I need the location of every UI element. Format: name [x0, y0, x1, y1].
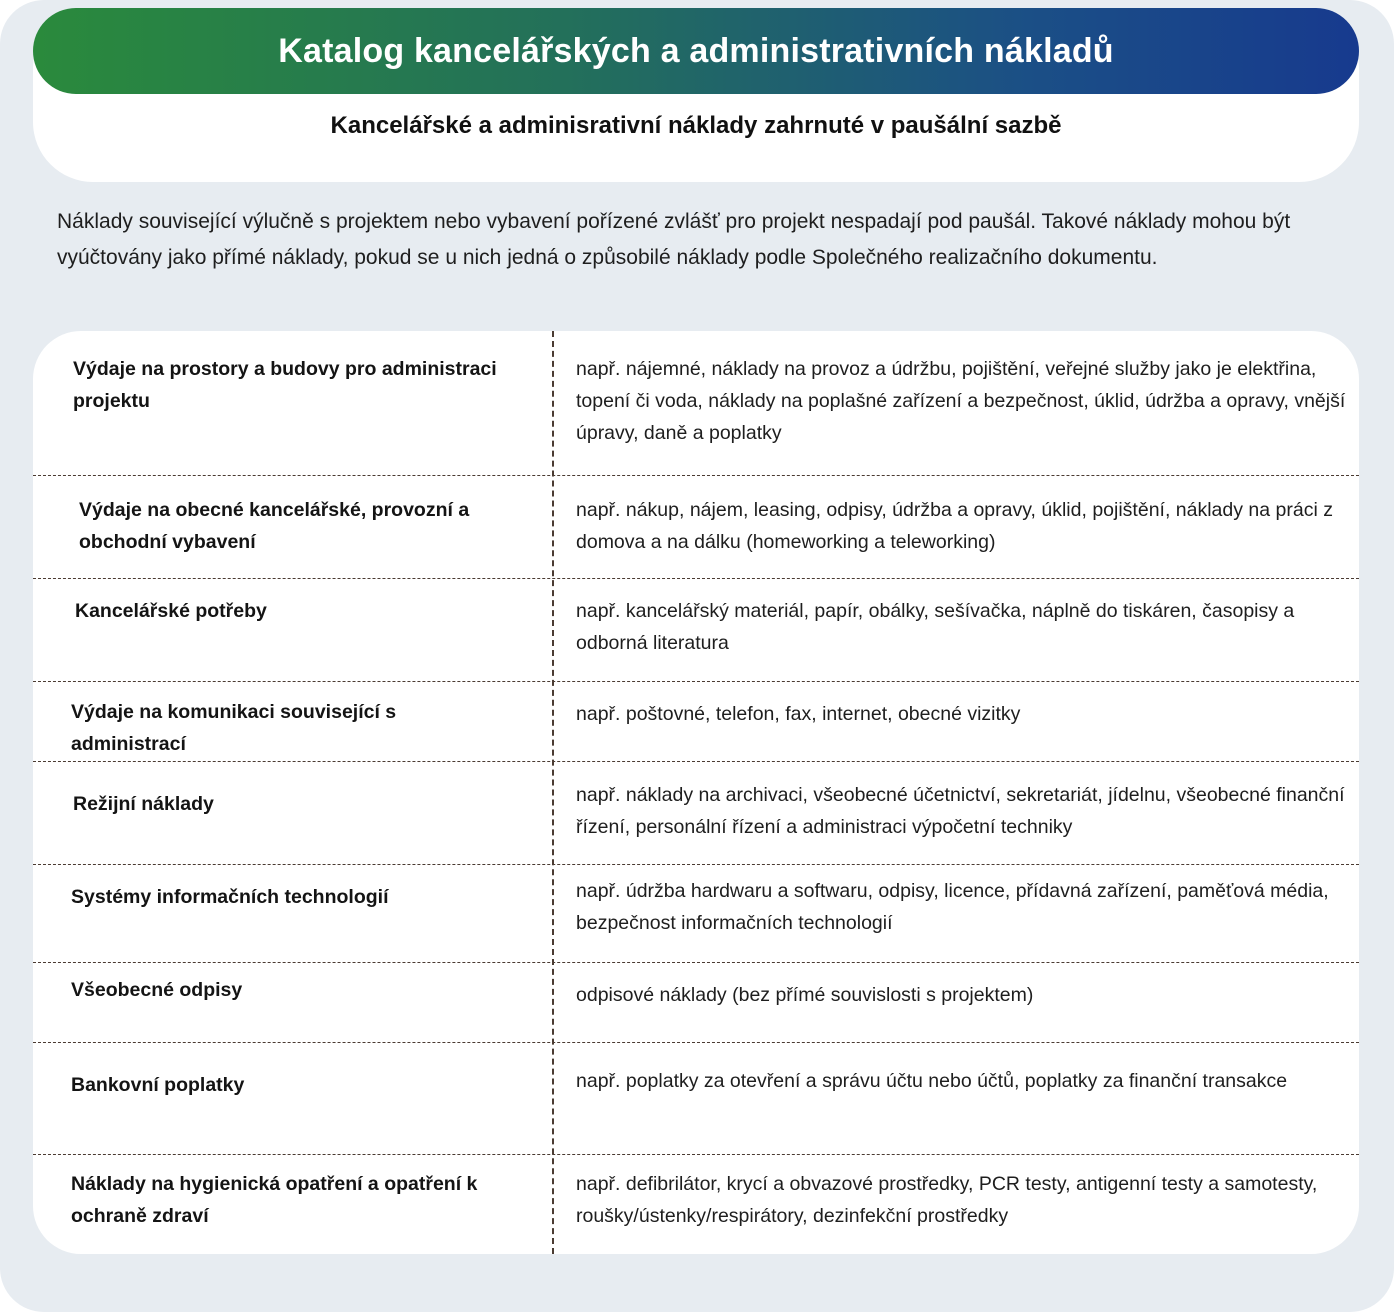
title-banner — [33, 8, 1359, 94]
table-row — [33, 331, 1359, 476]
row-category: Kancelářské potřeby — [75, 600, 267, 622]
table-row — [33, 1043, 1359, 1155]
row-description: např. kancelářský materiál, papír, obálky, sešívačka, náplně do tiskáren, časopisy a odborná literatura — [576, 600, 1295, 654]
page-title: Katalog kancelářských a administrativních nákladů — [278, 31, 1114, 70]
row-category: Výdaje na komunikaci související s administrací — [71, 701, 397, 755]
row-description: např. defibrilátor, krycí a obvazové prostředky, PCR testy, antigenní testy a samotesty, roušky/ústenky/respirátory, dezinfekční prostředky — [576, 1173, 1318, 1227]
row-description: např. nájemné, náklady na provoz a údržbu, pojištění, veřejné služby jako je elektřina, topení či voda, náklady na poplašné zařízení a bezpečnost, úklid, údržba a opravy, vnější úpravy, daně a poplatky — [576, 358, 1346, 444]
row-category: Všeobecné odpisy — [71, 979, 243, 1001]
row-category: Náklady na hygienická opatření a opatření k ochraně zdraví — [71, 1173, 478, 1227]
row-category: Výdaje na prostory a budovy pro administraci projektu — [73, 358, 497, 412]
table-row — [33, 476, 1359, 579]
cost-table — [33, 331, 1359, 1254]
header-card — [33, 8, 1359, 182]
row-description: odpisové náklady (bez přímé souvislosti s projektem) — [576, 984, 1034, 1006]
row-description: např. poplatky za otevření a správu účtu nebo účtů, poplatky za finanční transakce — [576, 1070, 1288, 1092]
row-category: Bankovní poplatky — [71, 1074, 245, 1096]
table-row — [33, 682, 1359, 762]
row-category: Režijní náklady — [73, 793, 214, 815]
row-category: Systémy informačních technologií — [71, 886, 389, 908]
row-description: např. údržba hardwaru a softwaru, odpisy, licence, přídavná zařízení, paměťová média, bezpečnost informačních technologií — [576, 880, 1329, 934]
table-row — [33, 963, 1359, 1043]
intro-paragraph: Náklady související výlučně s projektem nebo vybavení pořízené zvlášť pro projekt nespadají pod paušál. Takové náklady mohou být vyúčtovány jako přímé náklady, pokud se u nich jedná o způsobilé náklady podle Společného realizačního dokumentu. — [57, 210, 1291, 269]
table-row — [33, 762, 1359, 865]
table-row — [33, 865, 1359, 963]
row-description: např. nákup, nájem, leasing, odpisy, údržba a opravy, úklid, pojištění, náklady na práci z domova a na dálku (homeworking a teleworking) — [576, 499, 1333, 553]
page-subtitle: Kancelářské a adminisrativní náklady zahrnuté v paušální sazbě — [330, 112, 1062, 139]
table-row — [33, 1155, 1359, 1254]
row-description: např. náklady na archivaci, všeobecné účetnictví, sekretariát, jídelnu, všeobecné finanční řízení, personální řízení a administraci výpočetní techniky — [576, 784, 1345, 838]
row-category: Výdaje na obecné kancelářské, provozní a obchodní vybavení — [79, 499, 470, 553]
row-description: např. poštovné, telefon, fax, internet, obecné vizitky — [576, 703, 1021, 725]
table-row — [33, 579, 1359, 682]
